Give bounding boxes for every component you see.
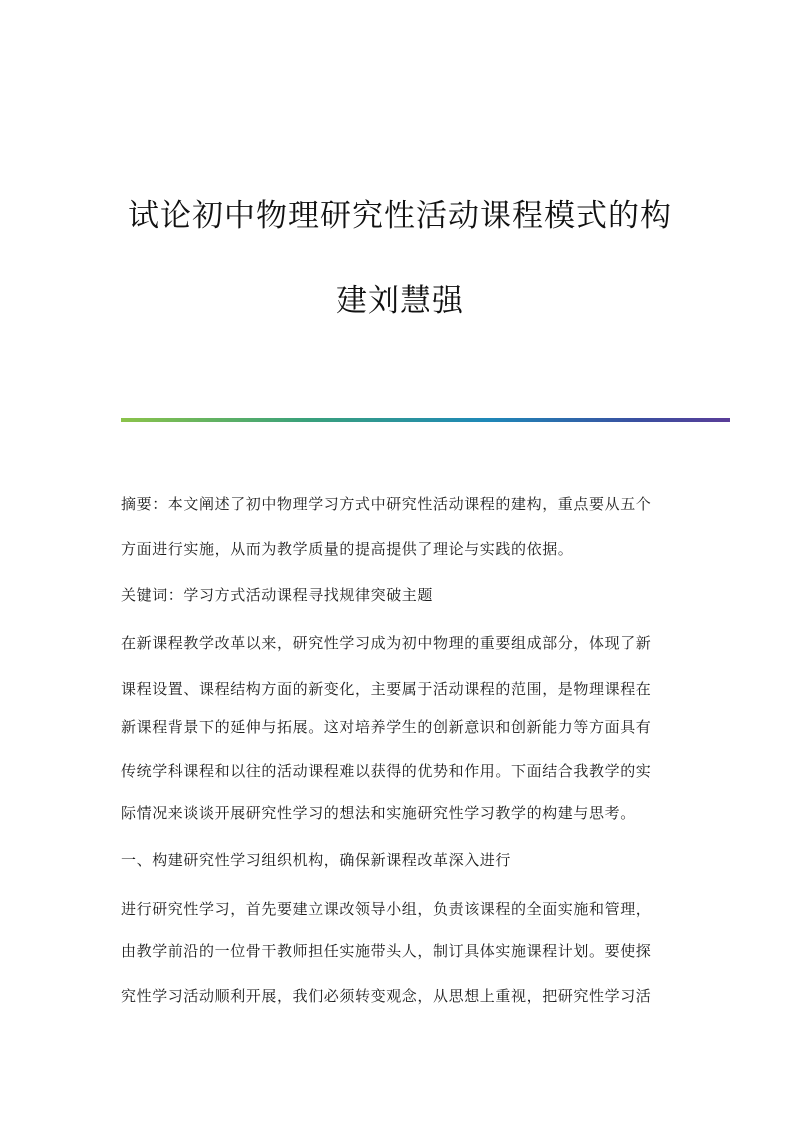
section-1-line-2: 由教学前沿的一位骨干教师担任实施带头人，制订具体实施课程计划。要使探	[121, 942, 652, 960]
keywords-line: 关键词：学习方式活动课程寻找规律突破主题	[121, 586, 434, 604]
intro-line-3: 新课程背景下的延伸与拓展。这对培养学生的创新意识和创新能力等方面具有	[121, 718, 652, 736]
intro-line-1: 在新课程教学改革以来，研究性学习成为初中物理的重要组成部分，体现了新	[121, 634, 652, 652]
section-1-line-3: 究性学习活动顺利开展，我们必须转变观念，从思想上重视，把研究性学习活	[121, 987, 652, 1005]
section-1-line-1: 进行研究性学习，首先要建立课改领导小组，负责该课程的全面实施和管理，	[121, 900, 652, 918]
section-1-heading: 一、构建研究性学习组织机构，确保新课程改革深入进行	[121, 851, 512, 869]
document-title-line-2: 建刘慧强	[336, 283, 464, 319]
intro-line-5: 际情况来谈谈开展研究性学习的想法和实施研究性学习教学的构建与思考。	[121, 804, 636, 822]
intro-line-4: 传统学科课程和以往的活动课程难以获得的优势和作用。下面结合我教学的实	[121, 762, 652, 780]
abstract-line-2: 方面进行实施，从而为教学质量的提高提供了理论与实践的依据。	[121, 540, 574, 558]
gradient-divider	[121, 418, 730, 422]
document-title-line-1: 试论初中物理研究性活动课程模式的构	[128, 198, 672, 234]
intro-line-2: 课程设置、课程结构方面的新变化，主要属于活动课程的范围，是物理课程在	[121, 680, 652, 698]
abstract-line-1: 摘要：本文阐述了初中物理学习方式中研究性活动课程的建构，重点要从五个	[121, 495, 652, 513]
